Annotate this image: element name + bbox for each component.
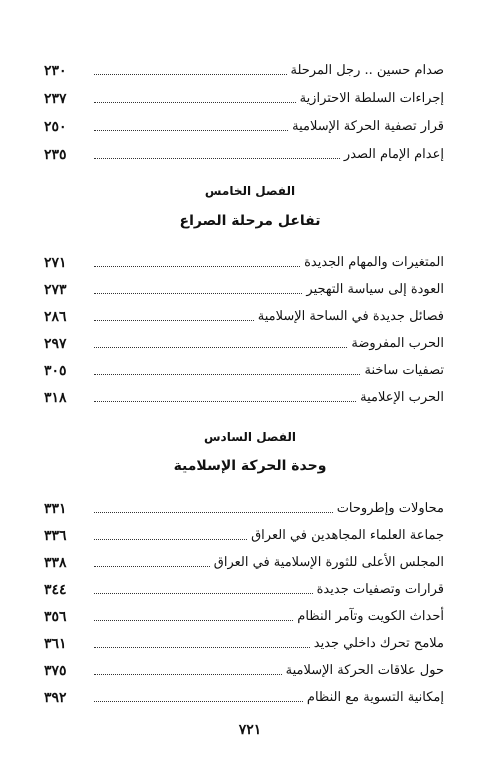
toc-entry-page: ٣٣٦: [44, 528, 67, 544]
leader-dots: [94, 673, 282, 675]
toc-entry: [44, 631, 444, 653]
toc-entry-page: ٢٣٥: [44, 147, 67, 163]
leader-dots: [94, 511, 333, 513]
toc-entry-page: ٢٣٧: [44, 91, 67, 107]
toc-entry-title: أحداث الكويت وتآمر النظام: [297, 609, 444, 624]
toc-entry: [44, 496, 444, 518]
toc-entry-page: ٣٩٢: [44, 690, 67, 706]
toc-entry-page: ٢٥٠: [44, 119, 67, 135]
toc-entry-page: ٣٣٨: [44, 555, 67, 571]
leader-dots: [94, 592, 313, 594]
leader-dots: [94, 129, 288, 131]
toc-entry: [44, 304, 444, 326]
leader-dots: [94, 619, 293, 621]
toc-entry-title: قرارات وتصفيات جديدة: [316, 582, 444, 597]
leader-dots: [94, 265, 300, 267]
leader-dots: [94, 400, 356, 402]
chapter-label: الفصل السادس: [203, 430, 297, 444]
toc-entry-title: المتغيرات والمهام الجديدة: [304, 255, 444, 270]
toc-entry-title: قرار تصفية الحركة الإسلامية: [292, 119, 444, 134]
toc-entry: [44, 385, 444, 407]
toc-entry-title: جماعة العلماء المجاهدين في العراق: [251, 528, 444, 543]
toc-entry-page: ٣٤٤: [44, 582, 67, 598]
leader-dots: [94, 319, 254, 321]
toc-entry: [44, 358, 444, 380]
toc-entry: [44, 277, 444, 299]
leader-dots: [94, 700, 303, 702]
toc-entry-page: ٢٣٠: [44, 63, 67, 79]
toc-entry-page: ٣٦١: [44, 636, 67, 652]
toc-entry-page: ٢٧١: [44, 255, 67, 271]
toc-entry-title: العودة إلى سياسة التهجير: [306, 282, 444, 297]
toc-entry-title: الحرب الإعلامية: [360, 390, 444, 405]
toc-entry-page: ٣٠٥: [44, 363, 67, 379]
toc-entry: [44, 604, 444, 626]
leader-dots: [94, 346, 347, 348]
toc-entry-title: إجراءات السلطة الاحترازية: [299, 91, 444, 106]
toc-entry: [44, 550, 444, 572]
toc-entry-title: إمكانية التسوية مع النظام: [306, 690, 444, 705]
chapter-subtitle: تفاعل مرحلة الصراع: [179, 213, 321, 229]
leader-dots: [94, 292, 302, 294]
toc-entry-title: حول علاقات الحركة الإسلامية: [285, 663, 444, 678]
toc-entry-title: فصائل جديدة في الساحة الإسلامية: [257, 309, 444, 324]
toc-entry-page: ٢٨٦: [44, 309, 67, 325]
toc-entry-title: تصفيات ساخنة: [364, 363, 444, 378]
toc-entry: [44, 658, 444, 680]
leader-dots: [94, 157, 340, 159]
leader-dots: [94, 73, 287, 75]
leader-dots: [94, 373, 360, 375]
leader-dots: [94, 565, 210, 567]
leader-dots: [94, 538, 247, 540]
toc-entry-page: ٣٣١: [44, 501, 67, 517]
toc-entry-title: الحرب المفروضة: [351, 336, 444, 351]
toc-entry-title: المجلس الأعلى للثورة الإسلامية في العراق: [213, 555, 444, 570]
leader-dots: [94, 101, 296, 103]
toc-entry-page: ٢٧٣: [44, 282, 67, 298]
toc-entry-page: ٣٥٦: [44, 609, 67, 625]
toc-entry-page: ٣٧٥: [44, 663, 67, 679]
toc-entry: [44, 86, 444, 108]
toc-entry-page: ٣١٨: [44, 390, 67, 406]
leader-dots: [94, 646, 310, 648]
toc-entry: [44, 142, 444, 164]
toc-entry: [44, 685, 444, 707]
toc-entry-title: إعدام الإمام الصدر: [343, 147, 444, 162]
page-footer-number: ٧٢١: [238, 722, 262, 738]
toc-entry-title: محاولات وإطروحات: [336, 501, 444, 516]
toc-entry: [44, 331, 444, 353]
chapter-subtitle: وحدة الحركة الإسلامية: [173, 458, 327, 474]
chapter-label: الفصل الخامس: [204, 184, 296, 198]
toc-entry-title: صدام حسين .. رجل المرحلة: [290, 63, 444, 78]
toc-entry: [44, 58, 444, 80]
toc-entry-page: ٢٩٧: [44, 336, 67, 352]
toc-entry: [44, 114, 444, 136]
toc-entry: [44, 250, 444, 272]
toc-entry: [44, 523, 444, 545]
toc-entry-title: ملامح تحرك داخلي جديد: [313, 636, 444, 651]
toc-entry: [44, 577, 444, 599]
